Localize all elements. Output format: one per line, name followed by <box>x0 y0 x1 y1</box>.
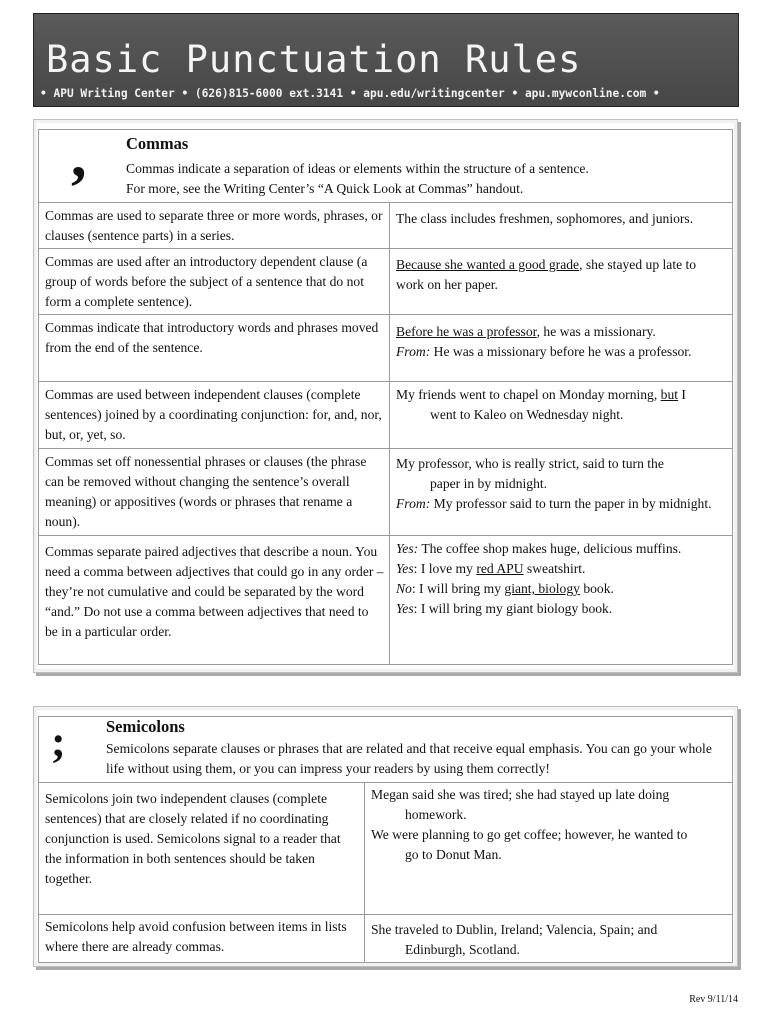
semicolons-table <box>38 716 733 963</box>
semicolon-glyph-icon: ; <box>51 717 66 766</box>
semicolons-desc: Semicolons separate clauses or phrases that are related and that receive equal emphasis. You can go your whole life without using them, or you can impress your readers by using them correctly! <box>106 741 712 776</box>
rule-cell: Semicolons join two independent clauses (complete sentences) that are closely related if no coordinating conjunction is used. Semicolons signal to a reader that the information in both sentences should be taken together. <box>39 783 365 915</box>
commas-desc-1: Commas indicate a separation of ideas or elements within the structure of a sentence. <box>126 161 589 176</box>
example-cell: Yes: The coffee shop makes huge, delicious muffins. Yes: I love my red APU sweatshirt. No: I will bring my giant, biology book. Yes: I will bring my giant biology book. <box>390 536 733 665</box>
table-row <box>39 203 733 249</box>
table-row <box>39 249 733 315</box>
rule-cell: Commas separate paired adjectives that describe a noun. You need a comma between adjectives that could go in any order –they’re not cumulative and could be separated by the word “and.” Do not use a comma between adjectives that need to be in a particular order. <box>39 536 390 665</box>
example-cell: My friends went to chapel on Monday morning, but I went to Kaleo on Wednesday night. <box>390 382 733 449</box>
table-row <box>39 315 733 382</box>
example-cell: Megan said she was tired; she had stayed up late doing homework. We were planning to go get coffee; however, he wanted to go to Donut Man. <box>365 783 733 915</box>
comma-glyph-icon: , <box>71 122 87 190</box>
rule-cell: Commas are used to separate three or more words, phrases, or clauses (sentence parts) in a series. <box>39 203 390 249</box>
commas-title: Commas <box>126 134 189 153</box>
rule-cell: Commas set off nonessential phrases or clauses (the phrase can be removed without changing the sentence’s overall meaning) or appositives (words or phrases that rename a noun). <box>39 449 390 536</box>
table-row <box>39 382 733 449</box>
rule-cell: Commas indicate that introductory words and phrases moved from the end of the sentence. <box>39 315 390 382</box>
semicolons-title: Semicolons <box>106 717 185 736</box>
commas-section <box>33 119 738 673</box>
semicolons-section <box>33 706 738 967</box>
contact-line: • APU Writing Center • (626)815-6000 ext.3141 • apu.edu/writingcenter • apu.mywconline.com • <box>40 87 660 100</box>
example-cell: My professor, who is really strict, said to turn the paper in by midnight. From: My professor said to turn the paper in by midnight. <box>390 449 733 536</box>
page-title: Basic Punctuation Rules <box>46 38 582 81</box>
commas-header <box>39 122 733 203</box>
table-row <box>39 783 733 915</box>
example-cell: The class includes freshmen, sophomores, and juniors. <box>390 203 733 249</box>
example-cell: Before he was a professor, he was a missionary. From: He was a missionary before he was a professor. <box>390 315 733 382</box>
rule-cell: Commas are used between independent clauses (complete sentences) joined by a coordinating conjunction: for, and, nor, but, or, yet, so. <box>39 382 390 449</box>
table-row <box>39 915 733 963</box>
commas-desc-2: For more, see the Writing Center’s “A Quick Look at Commas” handout. <box>126 181 524 196</box>
rule-cell: Semicolons help avoid confusion between items in lists where there are already commas. <box>39 915 365 963</box>
table-row <box>39 449 733 536</box>
table-row <box>39 536 733 665</box>
commas-table <box>38 122 733 665</box>
semicolons-header <box>39 717 733 783</box>
title-banner <box>33 13 739 107</box>
example-cell: Because she wanted a good grade, she stayed up late to work on her paper. <box>390 249 733 315</box>
rule-cell: Commas are used after an introductory dependent clause (a group of words before the subject of a sentence that do not form a complete sentence). <box>39 249 390 315</box>
revision-date: Rev 9/11/14 <box>689 994 738 1005</box>
example-cell: She traveled to Dublin, Ireland; Valencia, Spain; and Edinburgh, Scotland. <box>365 915 733 963</box>
